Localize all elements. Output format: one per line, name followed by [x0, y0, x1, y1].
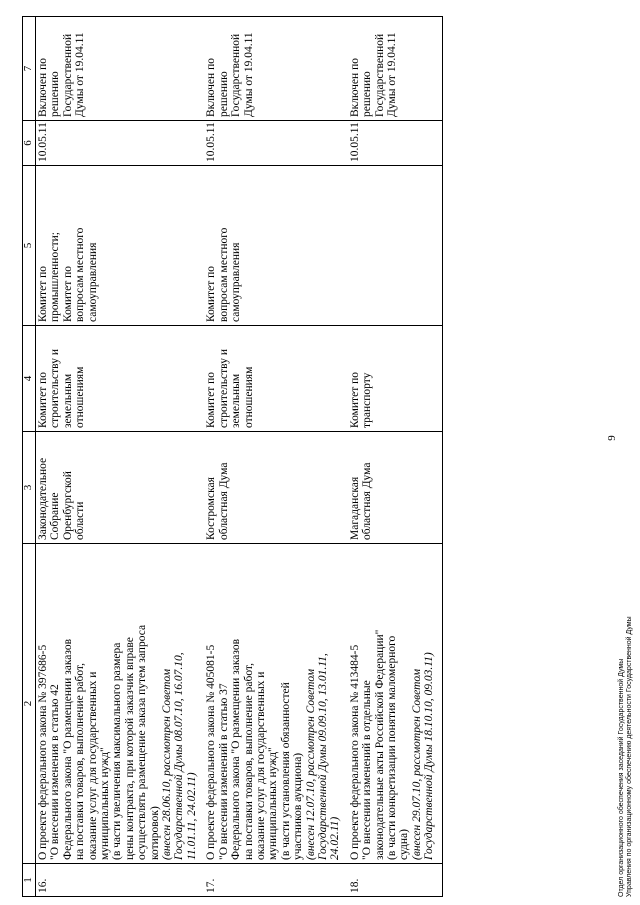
co-committee-cell — [36, 166, 205, 326]
col-header-6: 6 — [23, 121, 36, 166]
co-committee-cell — [348, 166, 442, 326]
decision-cell — [36, 17, 205, 121]
table-row — [36, 17, 205, 897]
decision-line: Государственной — [61, 33, 74, 117]
co-committee-line: самоуправления — [230, 242, 243, 322]
committee-cell — [36, 326, 205, 432]
co-committee-line: вопросам местного — [74, 227, 87, 322]
table-row — [204, 17, 347, 897]
bill-title-cell — [204, 544, 347, 864]
subject-line: областная Дума — [361, 462, 374, 540]
bill-history-line: Государственной Думы 18.10.10, 09.03.11) — [423, 652, 436, 860]
decision-line: решению — [49, 71, 62, 117]
row-number: 18. — [348, 864, 442, 897]
bill-title-line: участников аукциона) — [292, 752, 305, 860]
bill-title-cell — [36, 544, 205, 864]
bill-title-line: "О внесении изменения в статью 42 — [49, 684, 62, 860]
bill-title-line: котировок) — [148, 806, 161, 860]
bill-title-line: муниципальных нужд" — [99, 747, 112, 860]
col-header-4: 4 — [23, 326, 36, 432]
co-committee-cell — [204, 166, 347, 326]
committee-line: строительству и — [49, 349, 62, 428]
bill-history-line: Государственной Думы 09.09.10, 13.01.11, — [316, 653, 329, 860]
table-body — [36, 17, 443, 897]
col-header-3: 3 — [23, 432, 36, 544]
bill-title-line: муниципальных нужд" — [267, 747, 280, 860]
subject-cell — [36, 432, 205, 544]
committee-cell — [348, 326, 442, 432]
decision-line: Государственной — [373, 33, 386, 117]
committee-cell — [204, 326, 347, 432]
col-header-7: 7 — [23, 17, 36, 121]
bill-title-line: "О внесении изменений в отдельные — [361, 680, 374, 860]
bill-title-line: О проекте федерального закона № 405081-5 — [205, 644, 218, 860]
committee-line: отношениям — [74, 366, 87, 428]
co-committee-line: Комитет по — [37, 266, 49, 322]
subject-line: Костромская — [205, 477, 218, 540]
co-committee-line: вопросам местного — [217, 227, 230, 322]
decision-line: Включен по — [348, 58, 361, 117]
bill-title-line: Федерального закона "О размещении заказов — [61, 638, 74, 860]
co-committee-line: самоуправления — [86, 242, 99, 322]
bill-title-line: Федерального закона "О размещении заказов — [230, 638, 243, 860]
subject-line: области — [74, 501, 87, 540]
decision-cell — [348, 17, 442, 121]
decision-line: Включен по — [37, 58, 49, 117]
subject-line: Магаданская — [348, 476, 361, 540]
bill-title-line: (в части установления обязанностей — [279, 682, 292, 860]
bill-history-line: (внесен 28.06.10, рассмотрен Советом — [161, 668, 174, 860]
col-header-1: 1 — [23, 864, 36, 897]
bill-title-line: судна) — [398, 829, 411, 860]
decision-line: Думы от 19.04.11 — [74, 32, 87, 117]
col-header-2: 2 — [23, 544, 36, 864]
footer — [618, 616, 635, 897]
date-cell: 10.05.11 — [348, 121, 442, 166]
bill-title-line: цены контракта, при которой заказчик вправе — [123, 637, 136, 860]
decision-line: Включен по — [205, 58, 218, 117]
table-row — [348, 17, 442, 897]
subject-line: Оренбургской — [61, 471, 74, 540]
subject-line: Собрание — [49, 492, 62, 540]
bill-history-line: Государственной Думы 08.07.10, 16.07.10, — [173, 652, 186, 860]
bill-history-line: 11.01.11, 24.02.11) — [185, 772, 198, 860]
footer-line: Управления по организационному обеспечению деятельности Государственной Думы — [626, 616, 634, 897]
bill-title-line: осуществлять размещение заказа путем запроса — [136, 624, 149, 860]
committee-line: Комитет по — [348, 372, 361, 428]
header-row — [23, 17, 36, 897]
committee-line: транспорту — [361, 372, 374, 428]
bill-history-line: 24.02.11) — [329, 816, 342, 860]
subject-line: областная Дума — [217, 462, 230, 540]
date-cell: 10.05.11 — [204, 121, 347, 166]
row-number: 16. — [36, 864, 205, 897]
bill-title-line: оказание услуг для государственных и — [254, 671, 267, 860]
decision-cell — [204, 17, 347, 121]
bill-title-line: О проекте федерального закона № 413484-5 — [348, 644, 361, 860]
col-header-5: 5 — [23, 166, 36, 326]
bill-title-line: оказание услуг для государственных и — [86, 671, 99, 860]
committee-line: отношениям — [242, 366, 255, 428]
bill-title-cell — [348, 544, 442, 864]
bill-history-line: (внесен 12.07.10, рассмотрен Советом — [304, 668, 317, 860]
subject-line: Законодательное — [37, 457, 49, 540]
decision-line: решению — [217, 71, 230, 117]
bill-title-line: законодательные акты Российской Федерации" — [373, 629, 386, 860]
bill-title-line: О проекте федерального закона № 397686-5 — [37, 644, 49, 860]
page-number: 9 — [606, 435, 618, 441]
footer-line: Отдел организационного обеспечения заседаний Государственной Думы — [618, 658, 625, 897]
row-number: 17. — [204, 864, 347, 897]
decision-line: Думы от 19.04.11 — [385, 32, 398, 117]
decision-line: решению — [361, 71, 374, 117]
bill-title-line: (в части конкретизации понятия маломерного — [385, 635, 398, 860]
bill-title-line: на поставки товаров, выполнение работ, — [74, 663, 87, 860]
bill-history-line: (внесен 29.07.10, рассмотрен Советом — [410, 668, 423, 860]
co-committee-line: промышленности; — [49, 232, 62, 322]
subject-cell — [348, 432, 442, 544]
bill-title-line: на поставки товаров, выполнение работ, — [242, 663, 255, 860]
bills-table — [22, 16, 443, 897]
committee-line: земельным — [61, 373, 74, 428]
bill-title-line: (в части увеличения максимального размера — [111, 642, 124, 860]
bill-title-line: "О внесении изменений в статью 37 — [217, 683, 230, 860]
committee-line: строительству и — [217, 349, 230, 428]
subject-cell — [204, 432, 347, 544]
committee-line: Комитет по — [37, 372, 49, 428]
co-committee-line: Комитет по — [61, 266, 74, 322]
co-committee-line: Комитет по — [205, 266, 218, 322]
committee-line: земельным — [230, 373, 243, 428]
decision-line: Думы от 19.04.11 — [242, 32, 255, 117]
decision-line: Государственной — [230, 33, 243, 117]
committee-line: Комитет по — [205, 372, 218, 428]
date-cell: 10.05.11 — [36, 121, 205, 166]
